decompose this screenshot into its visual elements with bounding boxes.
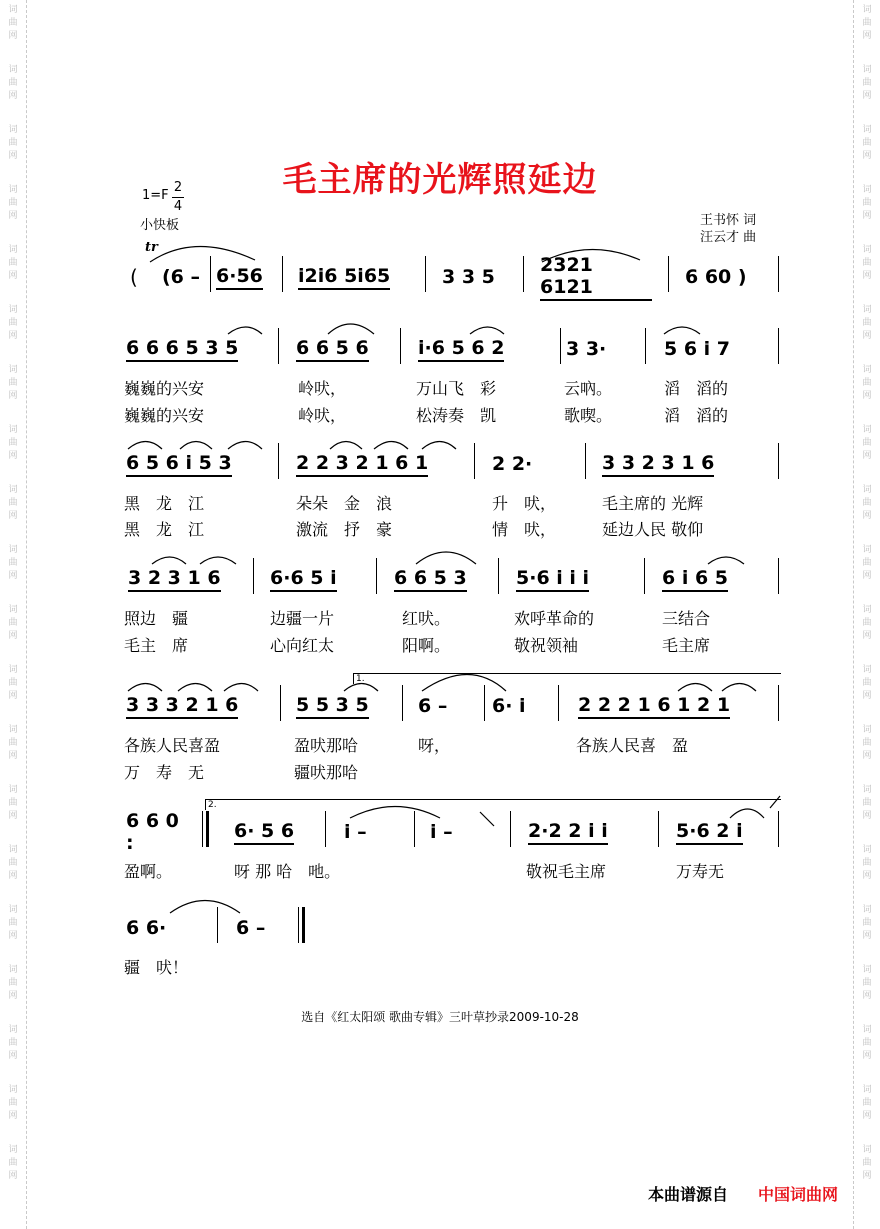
watermark-text: 词 曲 网	[862, 545, 872, 581]
measure: 2 2 2 1 6 1 2 1	[578, 691, 758, 721]
measure: 6·6 5 i	[270, 564, 356, 594]
measure: 6 6 5 6	[296, 334, 382, 364]
measure: i2i6 5i65	[298, 262, 408, 292]
score-row-6	[120, 810, 780, 854]
watermark-text: 词 曲 网	[8, 425, 18, 461]
watermark-text: 词 曲 网	[862, 65, 872, 101]
score-row-2	[120, 334, 780, 364]
watermark-text: 词 曲 网	[862, 485, 872, 521]
watermark-text: 词 曲 网	[862, 725, 872, 761]
watermark-text: 词 曲 网	[8, 305, 18, 341]
tempo-marking: 小快板	[140, 218, 180, 233]
watermark-text: 词 曲 网	[8, 365, 18, 401]
measure: 2 2·	[492, 453, 533, 475]
watermark-text: 词 曲 网	[8, 965, 18, 1001]
measure: 3 3 3 2 1 6	[126, 691, 262, 721]
watermark-text: 词 曲 网	[862, 365, 872, 401]
measure: 5 6 i 7	[664, 338, 731, 360]
watermark-text: 词 曲 网	[8, 5, 18, 41]
watermark-text: 词 曲 网	[862, 665, 872, 701]
measure: 3 3 2 3 1 6	[602, 449, 748, 479]
watermark-text: 词 曲 网	[8, 125, 18, 161]
measure: 6 i 6 5	[662, 564, 748, 594]
watermark-text: 词 曲 网	[8, 245, 18, 281]
watermark-text: 词 曲 网	[8, 545, 18, 581]
measure: i –	[344, 821, 367, 843]
watermark-text: 词 曲 网	[862, 845, 872, 881]
measure: 6 6 0 :	[126, 810, 179, 854]
watermark-text: 词 曲 网	[8, 65, 18, 101]
trill-mark: tr	[145, 240, 158, 255]
watermark-text: 词 曲 网	[8, 845, 18, 881]
watermark-text: 词 曲 网	[8, 725, 18, 761]
measure: 3 3 5	[442, 266, 495, 288]
footer-site-link[interactable]: 中国词曲网	[758, 1185, 839, 1204]
watermark-text: 词 曲 网	[862, 125, 872, 161]
watermark-text: 词 曲 网	[8, 605, 18, 641]
measure: 3 2 3 1 6	[128, 564, 236, 594]
watermark-text: 词 曲 网	[862, 1025, 872, 1061]
credits	[700, 212, 756, 246]
measure: 5·6 2 i	[676, 817, 762, 847]
measure: 6 6·	[126, 917, 167, 939]
score-row-3	[120, 449, 780, 479]
footer-label: 本曲谱源自	[648, 1185, 729, 1204]
measure: i –	[430, 821, 453, 843]
watermark-text: 词 曲 网	[862, 1145, 872, 1181]
score-row-1	[120, 253, 780, 298]
measure: 2321 6121	[540, 262, 652, 292]
composer-credit: 汪云才 曲	[700, 230, 757, 245]
source-note: 选自《红太阳颂 歌曲专辑》三叶草抄录2009-10-28	[301, 1010, 579, 1024]
watermark-text: 词 曲 网	[862, 965, 872, 1001]
watermark-text: 词 曲 网	[862, 1085, 872, 1121]
measure: 6 60 )	[685, 266, 747, 288]
lyricist-credit: 王书怀 词	[700, 213, 757, 228]
measure: 6· 5 6	[234, 817, 310, 847]
watermark-text: 词 曲 网	[8, 185, 18, 221]
measure: 3 3·	[566, 338, 607, 360]
watermark-text: 词 曲 网	[862, 905, 872, 941]
watermark-text: 词 曲 网	[862, 5, 872, 41]
time-signature: 2 4	[173, 180, 183, 214]
watermark-text: 词 曲 网	[8, 485, 18, 521]
measure: 6· i	[492, 695, 526, 717]
measure: ( (6 –	[130, 265, 200, 289]
watermark-text: 词 曲 网	[8, 665, 18, 701]
key-signature: 1=F	[142, 188, 169, 203]
watermark-text: 词 曲 网	[862, 425, 872, 461]
watermark-text: 词 曲 网	[8, 785, 18, 821]
measure: 6·56	[216, 262, 276, 292]
score-row-5	[120, 691, 780, 721]
watermark-text: 词 曲 网	[8, 1025, 18, 1061]
watermark-text: 词 曲 网	[8, 1145, 18, 1181]
measure: 6 6 6 5 3 5	[126, 334, 262, 364]
measure: 6 –	[418, 695, 448, 717]
measure: 5 5 3 5	[296, 691, 382, 721]
watermark-text: 词 曲 网	[8, 905, 18, 941]
watermark-text: 词 曲 网	[862, 185, 872, 221]
score-row-7	[120, 913, 780, 943]
volta-bracket-2: 2.	[205, 799, 781, 810]
measure: 6 6 5 3	[394, 564, 480, 594]
measure: 2·2 2 i i	[528, 817, 638, 847]
watermark-text: 词 曲 网	[862, 605, 872, 641]
measure: 6 –	[236, 917, 266, 939]
watermark-text: 词 曲 网	[862, 785, 872, 821]
measure: 6 5 6 i 5 3	[126, 449, 262, 479]
watermark-text: 词 曲 网	[862, 305, 872, 341]
song-title: 毛主席的光辉照延边	[282, 160, 598, 200]
watermark-text: 词 曲 网	[8, 1085, 18, 1121]
measure: 5·6 i i i	[516, 564, 626, 594]
measure: i·6 5 6 2	[418, 334, 530, 364]
volta-bracket-1: 1.	[353, 673, 781, 684]
watermark-text: 词 曲 网	[862, 245, 872, 281]
measure: 2 2 3 2 1 6 1	[296, 449, 456, 479]
score-row-4	[120, 564, 780, 594]
